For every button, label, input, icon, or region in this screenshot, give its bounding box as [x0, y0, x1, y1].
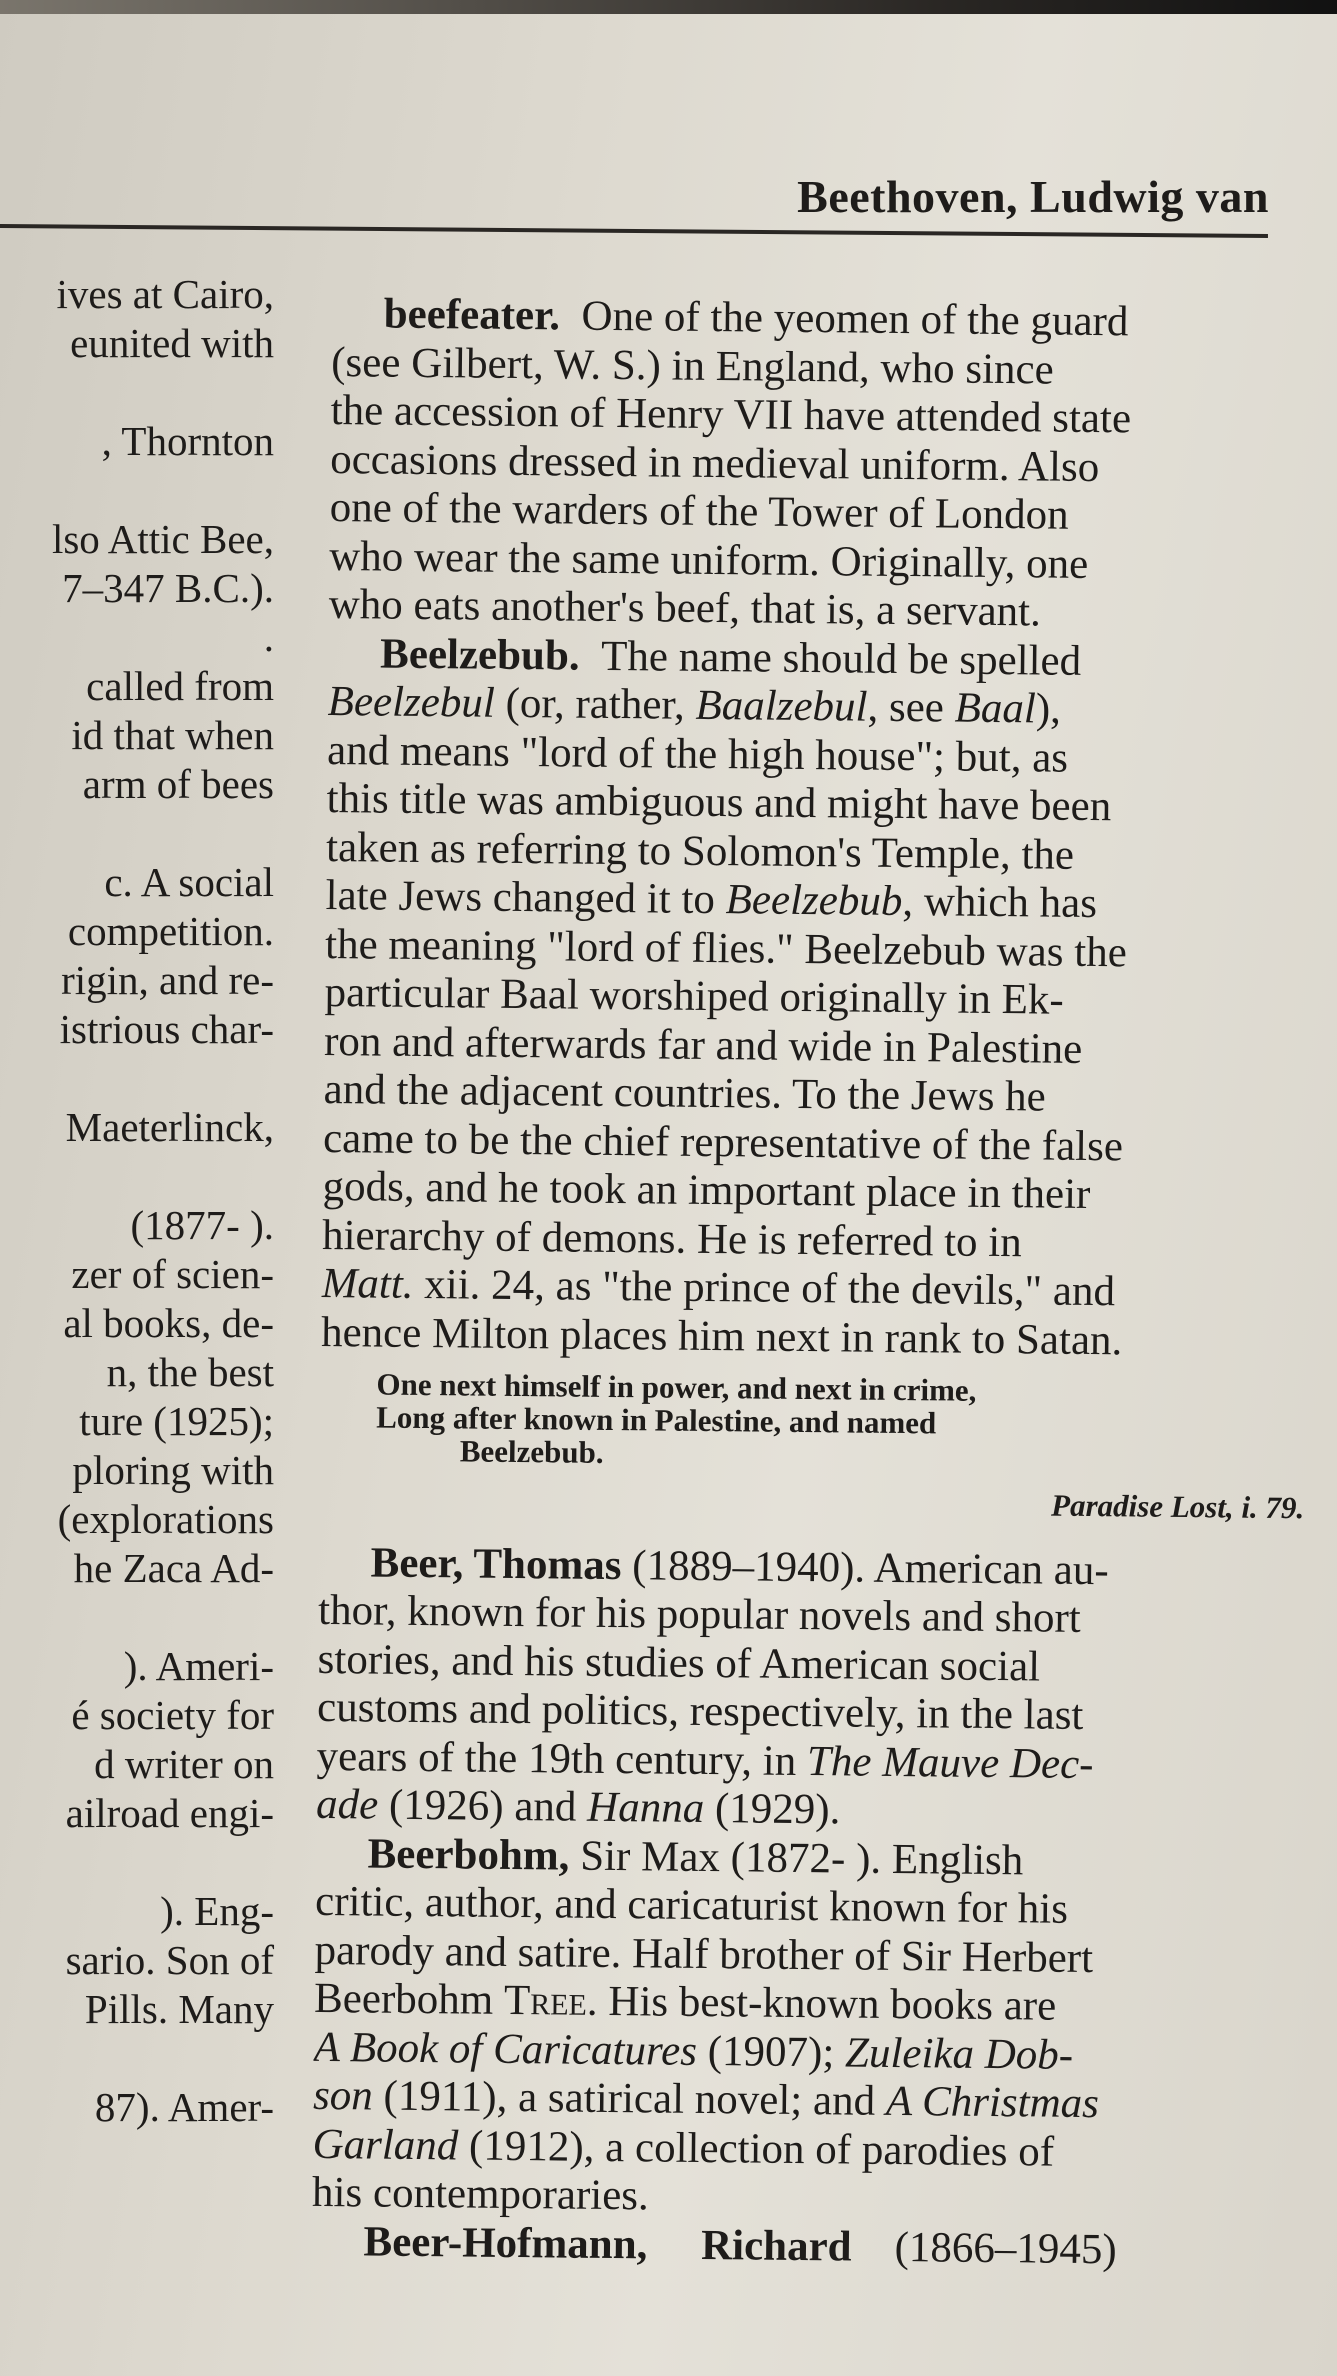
entry-line: the meaning "lord of flies." Beelzebub was the [324, 920, 1128, 976]
left-column-line: (1877- ). [130, 1202, 274, 1248]
entry-line: particular Baal worshiped originally in Ek- [324, 968, 1065, 1024]
entry-line: and means "lord of the high house"; but, as [326, 726, 1069, 782]
left-column-line: n, the best [106, 1349, 274, 1395]
entry-text: (1929). [704, 1784, 841, 1834]
entry-beer-hofmann [311, 2217, 1316, 2276]
entry-line: came to be the chief representative of the false [322, 1114, 1124, 1170]
left-column-line: c. A social [104, 859, 274, 905]
entry-line: one of the warders of the Tower of London [329, 483, 1069, 539]
headword: Beelzebub. [379, 630, 580, 680]
main-column [311, 290, 1337, 2276]
left-column-line [0, 466, 290, 515]
entry-line: the accession of Henry VII have attended state [330, 386, 1132, 443]
left-column-line [0, 1054, 290, 1103]
italic-term: Zuleika Dob- [844, 2028, 1074, 2079]
left-column-line: . [263, 614, 274, 660]
entry-text: Beerbohm [313, 1974, 505, 2024]
italic-term: Matt. [321, 1259, 414, 1308]
entry-text: (1926) and [377, 1781, 588, 1831]
italic-term: A Book of Caricatures [313, 2023, 698, 2075]
entry-beefeater [328, 290, 1337, 640]
left-column-line: é society for [71, 1692, 274, 1738]
left-column-line: Maeterlinck, [65, 1104, 274, 1150]
entry-text: , see [867, 683, 955, 732]
headword: Beer-Hofmann, [363, 2217, 648, 2268]
left-column-line: eunited with [70, 320, 274, 366]
entry-text: (or, rather, [494, 679, 696, 729]
italic-term: son [312, 2071, 374, 2120]
left-column-line: 87). Amer- [94, 2084, 274, 2130]
entry-text: years of the 19th century, in [316, 1732, 808, 1785]
left-column-line: rigin, and re- [61, 957, 274, 1003]
left-column-line: id that when [71, 712, 274, 758]
headword: Beer, Thomas [370, 1538, 622, 1589]
entry-text: One of the yeomen of the guard [581, 292, 1129, 346]
left-column-line: sario. Son of [65, 1937, 274, 1983]
entry-text: (1889–1940). American au- [621, 1541, 1109, 1594]
entry-text: The name should be spelled [600, 632, 1082, 685]
entry-line: taken as referring to Solomon's Temple, the [325, 823, 1075, 879]
entry-text: (1866–1945) [894, 2223, 1117, 2273]
left-column-line [0, 1152, 290, 1201]
left-column-line: (explorations [57, 1496, 274, 1542]
entry-text: Sir Max (1872- ). English [569, 1832, 1024, 1884]
cross-reference: Tree [503, 1976, 588, 2025]
entry-line: his contemporaries. [311, 2168, 650, 2220]
left-column-line: called from [86, 663, 274, 709]
left-column-line [0, 368, 290, 417]
entry-line: hence Milton places him next in rank to Satan. [320, 1308, 1123, 1364]
verse-quote-line: Long after known in Palestine, and named [376, 1399, 937, 1441]
entry-line: stories, and his studies of American social [317, 1635, 1041, 1690]
left-column-line: Pills. Many [84, 1986, 274, 2032]
entry-text: , which has [902, 878, 1098, 928]
italic-term: Beelzebub [725, 876, 903, 926]
entry-line: critic, author, and caricaturist known for his [314, 1877, 1069, 1933]
left-column-line: istrious char- [59, 1006, 274, 1052]
left-column-line: ploring with [72, 1447, 274, 1493]
headword-forename: Richard [700, 2221, 852, 2271]
running-header: Beethoven, Ludwig van [797, 171, 1269, 222]
entry-beerbohm [312, 1829, 1321, 2228]
italic-term: Baal [954, 684, 1037, 733]
entry-line: who eats another's beef, that is, a servant. [328, 580, 1042, 636]
left-column-line: competition. [67, 908, 274, 954]
left-column-line: d writer on [94, 1741, 274, 1787]
entry-line: ron and afterwards far and wide in Palestine [323, 1017, 1083, 1073]
headword: beefeater. [383, 290, 561, 340]
italic-term: ade [315, 1780, 379, 1829]
entry-line: (see Gilbert, W. S.) in England, who since [330, 338, 1054, 394]
left-column-line: ives at Cairo, [56, 271, 274, 317]
entry-line: parody and satire. Half brother of Sir Herbert [314, 1926, 1094, 1982]
left-column-line: ). Ameri- [123, 1643, 274, 1689]
left-column-line: , Thornton [101, 418, 274, 464]
italic-term: A Christmas [885, 2077, 1100, 2128]
italic-term: Hanna [586, 1783, 705, 1832]
quote-citation: Paradise Lost, i. 79. [1050, 1487, 1305, 1526]
left-column-line [0, 809, 290, 858]
left-column-line: lso Attic Bee, [51, 516, 274, 562]
entry-text: late Jews changed it to [325, 871, 726, 924]
left-column-line [0, 1593, 290, 1642]
entry-line: who wear the same uniform. Originally, one [328, 532, 1089, 588]
header-rule [0, 224, 1268, 238]
entry-line: gods, and he took an important place in their [322, 1162, 1091, 1218]
entry-line: thor, known for his popular novels and short [317, 1586, 1082, 1642]
entry-text: . His best-known books are [586, 1977, 1057, 2030]
italic-term: Beelzebul [327, 677, 496, 727]
entry-line [311, 2217, 1316, 2276]
entry-line: hierarchy of demons. He is referred to in [321, 1211, 1022, 1266]
italic-term: Baalzebul [695, 681, 868, 731]
entry-text: (1912), a collection of parodies of [458, 2121, 1055, 2176]
entry-line: occasions dressed in medieval uniform. Also [329, 435, 1100, 491]
entry-text: (1907); [696, 2027, 846, 2076]
left-column-line: ailroad engi- [65, 1790, 274, 1836]
left-column-line: 7–347 B.C.). [62, 565, 274, 611]
entry-text: (1911), a satirical novel; and [372, 2072, 887, 2125]
italic-term: The Mauve Dec- [806, 1737, 1094, 1788]
left-column-line [0, 2034, 290, 2083]
left-column-line: he Zaca Ad- [73, 1545, 274, 1591]
left-column-line: ). Eng- [160, 1888, 274, 1934]
left-column-line [0, 1838, 290, 1887]
left-column-line: ture (1925); [79, 1398, 274, 1444]
entry-text: xii. 24, as "the prince of the devils," and [413, 1260, 1116, 1316]
left-column-line: al books, de- [63, 1300, 274, 1346]
italic-term: Garland [312, 2120, 459, 2169]
verse-quote-line: One next himself in power, and next in crime, [376, 1366, 977, 1408]
left-column-line: arm of bees [82, 761, 274, 807]
entry-line: customs and politics, respectively, in the last [316, 1683, 1084, 1739]
headword: Beerbohm, [367, 1829, 570, 1880]
page-top-shadow [0, 0, 1337, 14]
left-column-fragment [0, 270, 290, 2132]
entry-line: this title was ambiguous and might have been [326, 774, 1112, 831]
entry-beelzebub [319, 629, 1333, 1532]
entry-beer [316, 1538, 1324, 1840]
entry-line: and the adjacent countries. To the Jews he [323, 1065, 1047, 1121]
verse-quote-line: Beelzebub. [459, 1433, 604, 1470]
entry-text: ), [1035, 685, 1062, 733]
left-column-line: zer of scien- [71, 1251, 274, 1297]
